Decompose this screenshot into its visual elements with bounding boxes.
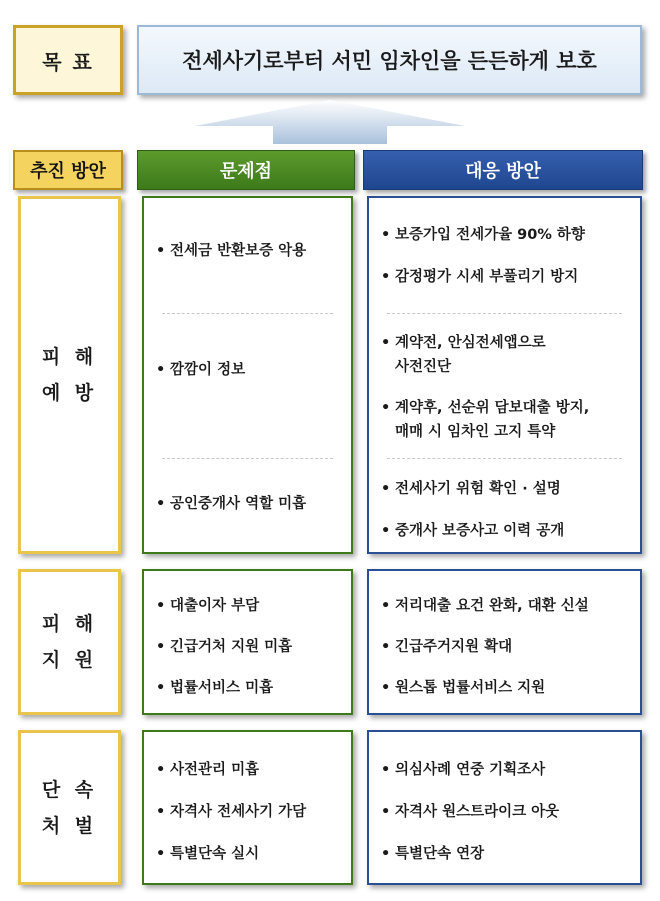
bullet-icon: • <box>381 269 391 285</box>
bullet-icon: • <box>156 762 166 778</box>
bullet-icon: • <box>156 846 166 862</box>
bullet-icon: • <box>381 481 391 497</box>
category-support <box>18 569 121 715</box>
bullet-icon: • <box>381 762 391 778</box>
response-item <box>381 331 546 379</box>
bullet-icon: • <box>381 804 391 820</box>
response-text: 중개사 보증사고 이력 공개 <box>395 523 565 539</box>
response-box-prevention <box>367 196 642 554</box>
problem-text: 긴급거처 지원 미흡 <box>170 639 293 655</box>
problem-text: 대출이자 부담 <box>170 598 260 614</box>
bullet-icon: • <box>381 523 391 539</box>
bullet-icon: • <box>156 680 166 696</box>
problem-text: 전세금 반환보증 악용 <box>170 243 307 259</box>
response-item <box>381 396 589 444</box>
problem-text: 특별단속 실시 <box>170 846 260 862</box>
problem-item <box>156 239 306 263</box>
problem-box-enforcement <box>142 730 353 885</box>
bullet-icon: • <box>156 639 166 655</box>
response-item <box>381 842 484 866</box>
response-item <box>381 635 512 659</box>
problem-item <box>156 358 245 382</box>
response-item <box>381 594 589 618</box>
problem-text: 사전관리 미흡 <box>170 762 260 778</box>
problem-text: 법률서비스 미흡 <box>170 680 274 696</box>
bullet-icon: • <box>156 598 166 614</box>
response-text: 감정평가 시세 부풀리기 방지 <box>395 269 579 285</box>
response-text: 원스톱 법률서비스 지원 <box>395 680 546 696</box>
bullet-icon: • <box>381 227 391 243</box>
divider <box>162 313 333 314</box>
problem-item <box>156 842 259 866</box>
response-text: 보증가입 전세가율 90% 하향 <box>395 227 585 243</box>
divider <box>162 458 333 459</box>
goal-text: 전세사기로부터 서민 임차인을 든든하게 보호 <box>137 25 642 95</box>
bullet-icon: • <box>381 639 391 655</box>
response-text: 의심사례 연중 기획조사 <box>395 762 546 778</box>
bullet-icon: • <box>381 846 391 862</box>
response-box-enforcement <box>367 730 642 885</box>
response-text: 전세사기 위험 확인 · 설명 <box>395 481 561 497</box>
problem-item <box>156 492 306 516</box>
category-enforcement <box>18 730 121 885</box>
response-text: 자격사 원스트라이크 아웃 <box>395 804 560 820</box>
response-item <box>381 676 545 700</box>
category-line2: 예 방 <box>41 382 98 404</box>
bullet-icon: • <box>381 680 391 696</box>
goal-label: 목 표 <box>13 25 123 95</box>
bullet-icon: • <box>381 598 391 614</box>
up-arrow-icon <box>195 100 465 144</box>
response-text: 저리대출 요건 완화, 대환 신설 <box>395 598 589 614</box>
problem-item <box>156 594 259 618</box>
response-item <box>381 758 545 782</box>
problem-text: 공인중개사 역할 미흡 <box>170 496 307 512</box>
bullet-icon: • <box>156 362 166 378</box>
problem-text: 자격사 전세사기 가담 <box>170 804 307 820</box>
problem-item <box>156 800 306 824</box>
category-prevention <box>18 196 121 554</box>
category-line2: 처 벌 <box>41 814 98 837</box>
bullet-icon: • <box>156 243 166 259</box>
header-response: 대응 방안 <box>363 150 643 190</box>
divider <box>387 313 622 314</box>
response-item <box>381 519 564 543</box>
category-line2: 지 원 <box>41 649 98 671</box>
response-text: 계약후, 선순위 담보대출 방지, 매매 시 임차인 고지 특약 <box>395 400 590 440</box>
response-item <box>381 265 578 289</box>
category-line1: 피 해 <box>41 346 98 368</box>
response-item <box>381 223 585 247</box>
divider <box>387 458 622 459</box>
response-text: 계약전, 안심전세앱으로 사전진단 <box>395 335 546 375</box>
problem-text: 깜깜이 정보 <box>170 362 246 378</box>
category-line1: 단 속 <box>41 778 98 801</box>
problem-item <box>156 758 259 782</box>
bullet-icon: • <box>156 496 166 512</box>
response-item <box>381 800 559 824</box>
response-text: 특별단속 연장 <box>395 846 485 862</box>
header-method: 추진 방안 <box>13 150 123 190</box>
response-box-support <box>367 569 642 715</box>
bullet-icon: • <box>381 400 391 416</box>
header-problem: 문제점 <box>137 150 355 190</box>
problem-box-support <box>142 569 353 715</box>
problem-box-prevention <box>142 196 353 554</box>
problem-item <box>156 635 292 659</box>
category-line1: 피 해 <box>41 613 98 635</box>
response-item <box>381 477 561 501</box>
problem-item <box>156 676 273 700</box>
response-text: 긴급주거지원 확대 <box>395 639 513 655</box>
bullet-icon: • <box>156 804 166 820</box>
bullet-icon: • <box>381 335 391 351</box>
